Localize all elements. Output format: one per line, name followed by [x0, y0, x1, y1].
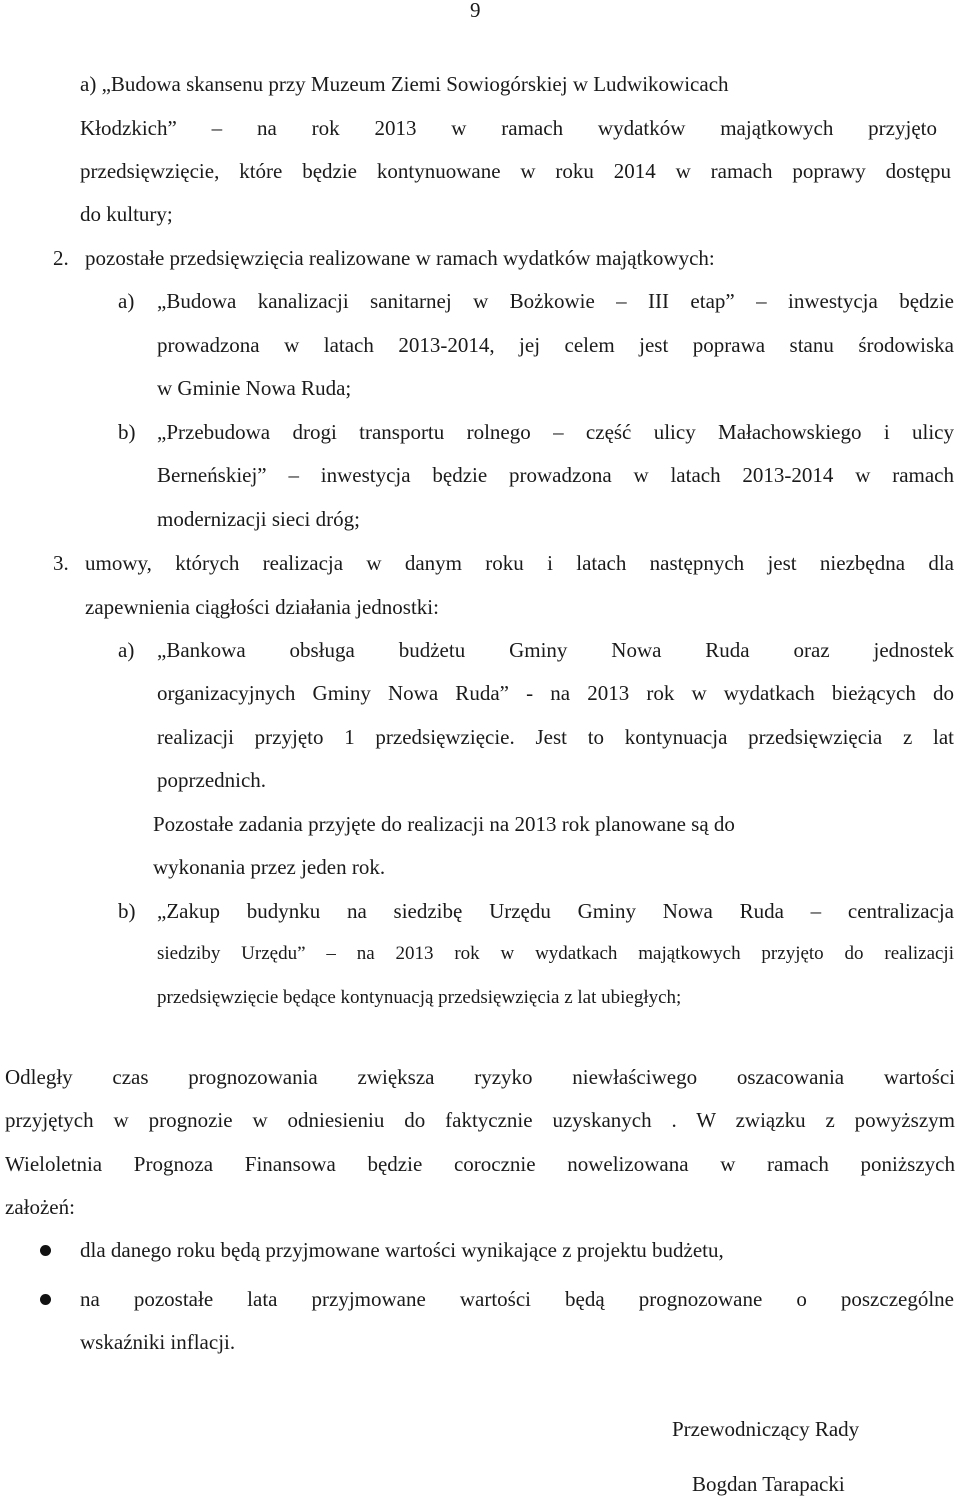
- paragraph-line-1: Odległy czas prognozowania zwiększa ryzyko niewłaściwego oszacowania wartości: [5, 1065, 955, 1089]
- item3-a-line-3: realizacji przyjęto 1 przedsięwzięcie. Jest to kontynuacja przedsięwzięcia z lat: [157, 725, 954, 749]
- item2-a-line-2: prowadzona w latach 2013-2014, jej celem jest poprawa stanu środowiska: [157, 333, 954, 357]
- item2-a-line-1: „Budowa kanalizacji sanitarnej w Bożkowie – III etap” – inwestycja będzie: [157, 289, 954, 313]
- item3-a-line-4: poprzednich.: [157, 768, 267, 792]
- item3-a-note-line-2: wykonania przez jeden rok.: [153, 855, 386, 879]
- paragraph-line-4: założeń:: [5, 1195, 75, 1219]
- item3-heading-line-1: umowy, których realizacja w danym roku i latach następnych jest niezbędna dla: [85, 551, 954, 575]
- block1-line-4: do kultury;: [80, 202, 173, 226]
- signature-title: Przewodniczący Rady: [672, 1417, 860, 1441]
- block1-line-1: a) „Budowa skansenu przy Muzeum Ziemi Sowiogórskiej w Ludwikowicach: [80, 72, 729, 96]
- item3-number: 3.: [53, 551, 69, 575]
- block1-line-3: przedsięwzięcie, które będzie kontynuowane w roku 2014 w ramach poprawy dostępu: [80, 159, 951, 183]
- item3-a-line-2: organizacyjnych Gminy Nowa Ruda” - na 2013 rok w wydatkach bieżących do: [157, 681, 954, 705]
- item2-heading: pozostałe przedsięwzięcia realizowane w ramach wydatków majątkowych:: [85, 246, 715, 270]
- block1-line-2: Kłodzkich” – na rok 2013 w ramach wydatków majątkowych przyjęto: [80, 116, 937, 140]
- page-number: 9: [470, 0, 481, 22]
- item2-b-line-2: Berneńskiej” – inwestycja będzie prowadzona w latach 2013-2014 w ramach: [157, 463, 954, 487]
- item3-heading-line-2: zapewnienia ciągłości działania jednostki:: [85, 595, 439, 619]
- item3-b-line-2: siedziby Urzędu” – na 2013 rok w wydatkach majątkowych przyjęto do realizacji: [157, 943, 954, 964]
- item2-number: 2.: [53, 246, 69, 270]
- item3-b-label: b): [118, 899, 136, 923]
- bullet-1-line-1: dla danego roku będą przyjmowane wartości wynikające z projektu budżetu,: [80, 1238, 724, 1262]
- item2-b-label: b): [118, 420, 136, 444]
- bullet-dot-1: [40, 1245, 51, 1256]
- bullet-dot-2: [40, 1294, 51, 1305]
- bullet-2-line-2: wskaźniki inflacji.: [80, 1330, 236, 1354]
- item2-a-label: a): [118, 289, 135, 313]
- paragraph-line-3: Wieloletnia Prognoza Finansowa będzie corocznie nowelizowana w ramach poniższych: [5, 1152, 955, 1176]
- signature-name: Bogdan Tarapacki: [692, 1472, 845, 1496]
- item3-a-note-line-1: Pozostałe zadania przyjęte do realizacji na 2013 rok planowane są do: [153, 812, 735, 836]
- item2-a-line-3: w Gminie Nowa Ruda;: [157, 376, 352, 400]
- item3-b-line-1: „Zakup budynku na siedzibę Urzędu Gminy Nowa Ruda – centralizacja: [157, 899, 954, 923]
- item2-b-line-3: modernizacji sieci dróg;: [157, 507, 360, 531]
- item3-a-label: a): [118, 638, 135, 662]
- bullet-2-line-1: na pozostałe lata przyjmowane wartości będą prognozowane o poszczególne: [80, 1287, 954, 1311]
- paragraph-line-2: przyjętych w prognozie w odniesieniu do faktycznie uzyskanych . W związku z powyższym: [5, 1108, 955, 1132]
- item2-b-line-1: „Przebudowa drogi transportu rolnego – część ulicy Małachowskiego i ulicy: [157, 420, 954, 444]
- item3-a-line-1: „Bankowa obsługa budżetu Gminy Nowa Ruda oraz jednostek: [157, 638, 954, 662]
- item3-b-line-3: przedsięwzięcie będące kontynuacją przedsięwzięcia z lat ubiegłych;: [157, 987, 682, 1008]
